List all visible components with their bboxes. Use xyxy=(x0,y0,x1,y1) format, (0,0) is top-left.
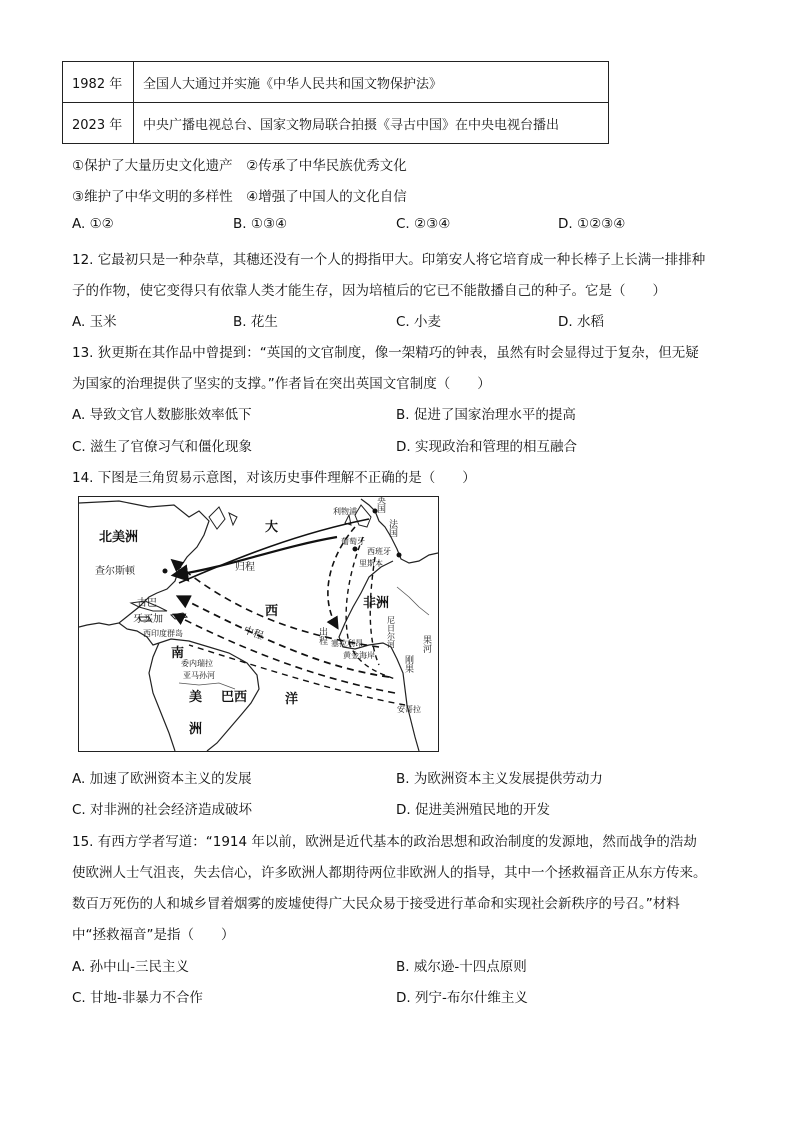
label-britain: 英国 xyxy=(377,496,387,515)
triangular-trade-map xyxy=(78,496,439,752)
q14-option-d[interactable]: D. 促进美洲殖民地的开发 xyxy=(396,802,550,818)
q11-option-c[interactable]: C. ②③④ xyxy=(396,216,451,232)
q11-statement: ①保护了大量历史文化遗产 ②传承了中华民族优秀文化 xyxy=(72,158,407,174)
charleston-dot xyxy=(163,569,168,574)
q11-statement: ③维护了中华文明的多样性 ④增强了中国人的文化自信 xyxy=(72,189,407,205)
q15-stem: 数百万死伤的人和城乡冒着烟雾的废墟使得广大民众易于接受进行革命和实现社会新秩序的号召。”材料 xyxy=(72,896,680,912)
q12-option-b[interactable]: B. 花生 xyxy=(233,314,278,330)
label-jamaica: 牙买加 xyxy=(133,614,163,625)
label-atlantic-xi: 西 xyxy=(265,604,279,619)
label-south-america-nan: 南 xyxy=(171,646,185,661)
label-west-indies: 西印度群岛 xyxy=(143,629,183,638)
q13-option-d[interactable]: D. 实现政治和管理的相互融合 xyxy=(396,439,577,455)
q13-option-c[interactable]: C. 滋生了官僚习气和僵化现象 xyxy=(72,439,253,455)
label-congo-river: 果河 xyxy=(423,636,433,655)
label-congo: 刚果 xyxy=(405,656,415,675)
q11-option-b[interactable]: B. ①③④ xyxy=(233,216,288,232)
label-africa: 非洲 xyxy=(363,596,390,611)
q15-option-b[interactable]: B. 威尔逊-十四点原则 xyxy=(396,959,527,975)
label-atlantic-da: 大 xyxy=(265,520,279,535)
q15-option-c[interactable]: C. 甘地-非暴力不合作 xyxy=(72,990,203,1006)
q14-option-c[interactable]: C. 对非洲的社会经济造成破坏 xyxy=(72,802,253,818)
table-event: 中央广播电视总台、国家文物局联合拍摄《寻古中国》在中央电视台播出 xyxy=(134,103,609,144)
q11-option-d[interactable]: D. ①②③④ xyxy=(558,216,626,232)
label-return-leg: 归程 xyxy=(235,562,255,573)
q12-option-a[interactable]: A. 玉米 xyxy=(72,314,117,330)
label-brazil: 巴西 xyxy=(221,690,248,705)
label-north-america: 北美洲 xyxy=(99,530,139,545)
label-angola: 安哥拉 xyxy=(397,705,421,714)
label-cuba: 古巴 xyxy=(137,598,157,609)
label-charleston: 查尔斯顿 xyxy=(95,566,135,577)
q12-stem: 子的作物，使它变得只有依靠人类才能生存，因为培植后的它已不能散播自己的种子。它是（ ） xyxy=(72,283,666,299)
label-lisbon: 里斯本 xyxy=(359,559,383,568)
spain-dot xyxy=(397,553,402,558)
label-outbound: 出程 xyxy=(319,628,329,647)
q13-stem: 13. 狄更斯在其作品中曾提到：“英国的文官制度，像一架精巧的钟表，虽然有时会显得过于复杂，但无疑 xyxy=(72,345,699,361)
q12-stem: 12. 它最初只是一种杂草，其穗还没有一个人的拇指甲大。印第安人将它培育成一种长棒子上长满一排排种 xyxy=(72,252,706,268)
q15-stem: 中“拯救福音”是指（ ） xyxy=(72,927,235,943)
label-france: 法国 xyxy=(389,520,399,539)
q14-option-a[interactable]: A. 加速了欧洲资本主义的发展 xyxy=(72,771,252,787)
label-portugal: 葡萄牙 xyxy=(341,537,365,546)
label-south-america-zhou: 洲 xyxy=(189,722,203,737)
lisbon-dot xyxy=(353,547,358,552)
label-gold-coast: 黄金海岸 xyxy=(343,651,375,660)
q12-option-d[interactable]: D. 水稻 xyxy=(558,314,604,330)
label-middle-passage: 中程 xyxy=(241,624,265,643)
label-sierra-leone: 塞拉利昂 xyxy=(331,639,363,648)
table-row xyxy=(63,103,609,144)
table-event: 全国人大通过并实施《中华人民共和国文物保护法》 xyxy=(134,62,609,103)
label-venezuela: 委内瑞拉 xyxy=(181,659,213,668)
table-year: 2023 年 xyxy=(63,103,134,144)
history-table xyxy=(62,61,609,144)
table-year: 1982 年 xyxy=(63,62,134,103)
q13-option-b[interactable]: B. 促进了国家治理水平的提高 xyxy=(396,407,576,423)
q15-stem: 15. 有西方学者写道：“1914 年以前，欧洲是近代基本的政治思想和政治制度的发源地，然而战争的浩劫 xyxy=(72,834,697,850)
q13-option-a[interactable]: A. 导致文官人数膨胀效率低下 xyxy=(72,407,252,423)
q15-option-a[interactable]: A. 孙中山-三民主义 xyxy=(72,959,189,975)
q14-stem: 14. 下图是三角贸易示意图，对该历史事件理解不正确的是（ ） xyxy=(72,470,476,486)
q11-option-a[interactable]: A. ①② xyxy=(72,216,114,232)
label-atlantic-yang: 洋 xyxy=(285,692,299,707)
q14-option-b[interactable]: B. 为欧洲资本主义发展提供劳动力 xyxy=(396,771,603,787)
label-niger: 尼日尔河 xyxy=(387,616,395,649)
label-amazon: 亚马孙河 xyxy=(183,671,215,680)
label-spain: 西班牙 xyxy=(367,547,391,556)
q13-stem: 为国家的治理提供了坚实的支撑。”作者旨在突出英国文官制度（ ） xyxy=(72,376,491,392)
table-row xyxy=(63,62,609,103)
label-liverpool: 利物浦 xyxy=(333,507,357,516)
q15-option-d[interactable]: D. 列宁-布尔什维主义 xyxy=(396,990,528,1006)
q12-option-c[interactable]: C. 小麦 xyxy=(396,314,442,330)
label-south-america-mei: 美 xyxy=(189,690,203,705)
q15-stem: 使欧洲人士气沮丧，失去信心，许多欧洲人都期待两位非欧洲人的指导，其中一个拯救福音正从东方传来。 xyxy=(72,865,707,881)
